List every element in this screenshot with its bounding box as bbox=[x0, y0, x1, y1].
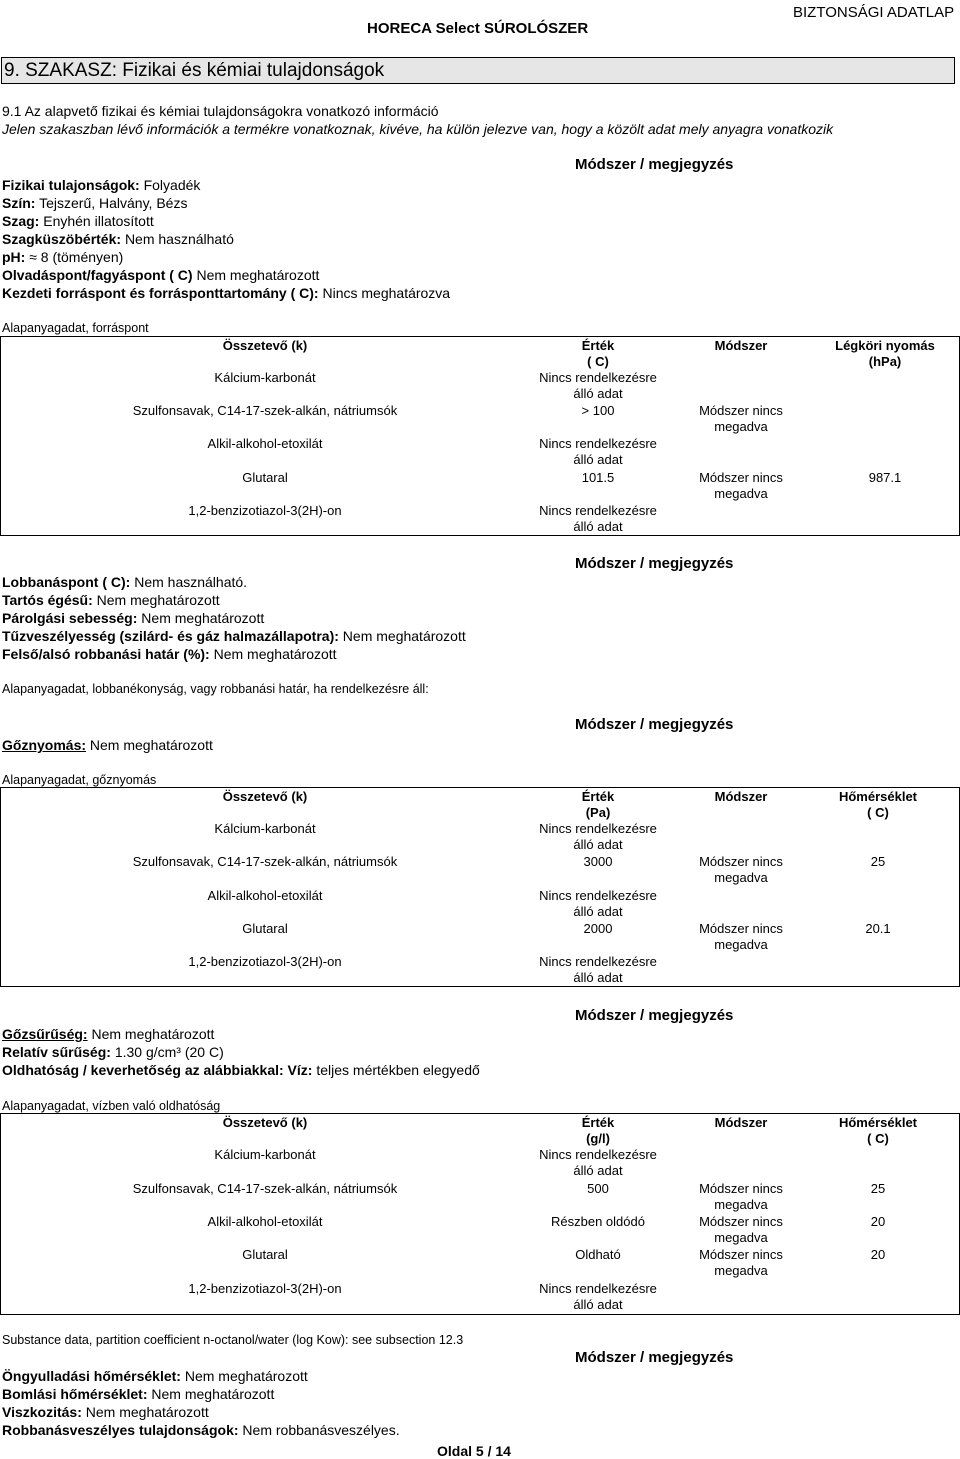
cell-method: Módszer nincs megadva bbox=[699, 403, 783, 434]
cell-value: 101.5 bbox=[581, 470, 615, 485]
prop-value: Nem robbanásveszélyes. bbox=[242, 1422, 400, 1438]
table-border bbox=[0, 986, 960, 987]
cell-value: Nincs rendelkezésre álló adat bbox=[539, 370, 657, 401]
section-title: 9. SZAKASZ: Fizikai és kémiai tulajdonságok bbox=[4, 60, 385, 81]
prop-vapour-pressure bbox=[2, 737, 213, 753]
subsection-title: 9.1 Az alapvető fizikai és kémiai tulajdonságokra vonatkozó információ bbox=[2, 103, 439, 119]
method-header-3: Módszer / megjegyzés bbox=[575, 716, 734, 733]
prop-value: Nem meghatározott bbox=[141, 610, 265, 626]
prop-label: Szagküszöbérték: bbox=[2, 231, 122, 247]
prop-label: Oldhatóság / keverhetőség az alábbiakkal: Víz: bbox=[2, 1062, 313, 1078]
flash-caption: Alapanyagadat, lobbanékonyság, vagy robbanási határ, ha rendelkezésre áll: bbox=[2, 682, 429, 696]
prop-label: Gőznyomás: bbox=[2, 737, 87, 753]
cell-component: Alkil-alkohol-etoxilát bbox=[207, 1214, 323, 1229]
prop-label: Fizikai tulajonságok: bbox=[2, 177, 140, 193]
header-component: Összetevő (k) bbox=[222, 338, 308, 353]
prop-label: Robbanásveszélyes tulajdonságok: bbox=[2, 1422, 239, 1438]
table-border bbox=[0, 1314, 960, 1315]
cell-component: 1,2-benzizotiazol-3(2H)-on bbox=[188, 1281, 342, 1296]
table-caption-vapour: Alapanyagadat, gőznyomás bbox=[2, 773, 157, 787]
header-component: Összetevő (k) bbox=[222, 789, 308, 804]
prop-value: ≈ 8 (töményen) bbox=[29, 249, 124, 265]
prop-label: Olvadáspont/fagyáspont ( C) bbox=[2, 267, 193, 283]
method-header-5: Módszer / megjegyzés bbox=[575, 1349, 734, 1366]
cell-value: Nincs rendelkezésre álló adat bbox=[539, 1147, 657, 1178]
cell-method: Módszer nincs megadva bbox=[699, 854, 783, 885]
page-number: Oldal 5 / 14 bbox=[437, 1443, 511, 1459]
prop-value: teljes mértékben elegyedő bbox=[316, 1062, 480, 1078]
table-boiling bbox=[0, 336, 960, 536]
prop-label: Gőzsűrűség: bbox=[2, 1026, 88, 1042]
prop-value: Nem használható. bbox=[134, 574, 248, 590]
prop-value: Enyhén illatosított bbox=[43, 213, 154, 229]
prop-evaporation-rate bbox=[2, 610, 264, 626]
prop-label: Viszkozitás: bbox=[2, 1404, 82, 1420]
prop-value: Nincs meghatározva bbox=[322, 285, 451, 301]
cell-value: 500 bbox=[587, 1181, 609, 1196]
prop-label: Felső/alsó robbanási határ (%): bbox=[2, 646, 210, 662]
table-vapour bbox=[0, 787, 960, 987]
product-name: HORECA Select SÚROLÓSZER bbox=[367, 20, 589, 37]
cell-value: Nincs rendelkezésre álló adat bbox=[539, 1281, 657, 1312]
cell-component: Glutaral bbox=[242, 921, 288, 936]
cell-value: Nincs rendelkezésre álló adat bbox=[539, 954, 657, 985]
header-value: Érték (g/l) bbox=[581, 1115, 615, 1146]
prop-value: 1.30 g/cm³ (20 C) bbox=[114, 1044, 224, 1060]
cell-value: Oldható bbox=[575, 1247, 621, 1262]
table-border bbox=[0, 336, 960, 337]
cell-component: Glutaral bbox=[242, 470, 288, 485]
prop-label: Relatív sűrűség: bbox=[2, 1044, 111, 1060]
header-method: Módszer bbox=[714, 789, 768, 804]
cell-value: Nincs rendelkezésre álló adat bbox=[539, 821, 657, 852]
prop-colour bbox=[2, 195, 187, 211]
prop-odour-threshold bbox=[2, 231, 234, 247]
cell-method: Módszer nincs megadva bbox=[699, 470, 783, 501]
cell-pressure: 987.1 bbox=[868, 470, 902, 485]
header-component: Összetevő (k) bbox=[222, 1115, 308, 1130]
partition-note: Substance data, partition coefficient n-octanol/water (log Kow): see subsection 12.3 bbox=[2, 1333, 464, 1347]
cell-temperature: 25 bbox=[870, 854, 886, 869]
cell-temperature: 20 bbox=[870, 1214, 886, 1229]
cell-temperature: 20 bbox=[870, 1247, 886, 1262]
prop-odour bbox=[2, 213, 154, 229]
cell-value: Nincs rendelkezésre álló adat bbox=[539, 888, 657, 919]
cell-value: Nincs rendelkezésre álló adat bbox=[539, 436, 657, 467]
cell-component: Szulfonsavak, C14-17-szek-alkán, nátriumsók bbox=[132, 1181, 398, 1196]
prop-value: Nem meghatározott bbox=[184, 1368, 308, 1384]
cell-component: Szulfonsavak, C14-17-szek-alkán, nátriumsók bbox=[132, 403, 398, 418]
header-value: Érték (Pa) bbox=[581, 789, 615, 820]
cell-value: 3000 bbox=[583, 854, 613, 869]
cell-temperature: 25 bbox=[870, 1181, 886, 1196]
cell-method: Módszer nincs megadva bbox=[699, 921, 783, 952]
prop-label: Szín: bbox=[2, 195, 36, 211]
prop-vapour-density bbox=[2, 1026, 214, 1042]
prop-value: Nem meghatározott bbox=[342, 628, 466, 644]
cell-method: Módszer nincs megadva bbox=[699, 1247, 783, 1278]
prop-decomposition bbox=[2, 1386, 274, 1402]
cell-method: Módszer nincs megadva bbox=[699, 1214, 783, 1245]
prop-label: Kezdeti forráspont és forrásponttartomány ( C): bbox=[2, 285, 319, 301]
prop-viscosity bbox=[2, 1404, 209, 1420]
header-temperature: Hőmérséklet ( C) bbox=[838, 1115, 918, 1146]
prop-explosion-limits bbox=[2, 646, 337, 662]
cell-temperature: 20.1 bbox=[865, 921, 891, 936]
prop-value: Nem meghatározott bbox=[91, 1026, 215, 1042]
cell-component: 1,2-benzizotiazol-3(2H)-on bbox=[188, 954, 342, 969]
cell-value: > 100 bbox=[581, 403, 615, 418]
method-header-2: Módszer / megjegyzés bbox=[575, 555, 734, 572]
prop-value: Folyadék bbox=[143, 177, 201, 193]
prop-label: Tűzveszélyesség (szilárd- és gáz halmazállapotra): bbox=[2, 628, 339, 644]
prop-explosive bbox=[2, 1422, 400, 1438]
header-temperature: Hőmérséklet ( C) bbox=[838, 789, 918, 820]
table-border bbox=[0, 787, 960, 788]
cell-component: Szulfonsavak, C14-17-szek-alkán, nátriumsók bbox=[132, 854, 398, 869]
prop-label: Párolgási sebesség: bbox=[2, 610, 138, 626]
table-border bbox=[0, 535, 960, 536]
header-pressure: Légköri nyomás (hPa) bbox=[835, 338, 935, 369]
cell-component: Alkil-alkohol-etoxilát bbox=[207, 436, 323, 451]
prop-flash-point bbox=[2, 574, 247, 590]
table-caption-boiling: Alapanyagadat, forráspont bbox=[2, 321, 149, 335]
table-border bbox=[0, 1113, 960, 1114]
prop-value: Nem meghatározott bbox=[196, 267, 320, 283]
prop-boiling-point bbox=[2, 285, 450, 301]
cell-value: Nincs rendelkezésre álló adat bbox=[539, 503, 657, 534]
prop-flammability bbox=[2, 628, 466, 644]
prop-value: Nem használható bbox=[124, 231, 234, 247]
table-solubility bbox=[0, 1113, 960, 1315]
prop-value: Nem meghatározott bbox=[213, 646, 337, 662]
cell-component: Kálcium-karbonát bbox=[214, 370, 316, 385]
prop-solubility bbox=[2, 1062, 480, 1078]
prop-ph bbox=[2, 249, 123, 265]
prop-relative-density bbox=[2, 1044, 224, 1060]
method-header-1: Módszer / megjegyzés bbox=[575, 156, 734, 173]
prop-value: Nem meghatározott bbox=[96, 592, 220, 608]
header-method: Módszer bbox=[714, 1115, 768, 1130]
prop-label: pH: bbox=[2, 249, 26, 265]
prop-sustained-combustion bbox=[2, 592, 220, 608]
cell-component: 1,2-benzizotiazol-3(2H)-on bbox=[188, 503, 342, 518]
prop-label: Szag: bbox=[2, 213, 40, 229]
prop-value: Nem meghatározott bbox=[151, 1386, 275, 1402]
prop-value: Nem meghatározott bbox=[89, 737, 213, 753]
method-header-4: Módszer / megjegyzés bbox=[575, 1007, 734, 1024]
prop-autoignition bbox=[2, 1368, 308, 1384]
cell-component: Kálcium-karbonát bbox=[214, 1147, 316, 1162]
cell-method: Módszer nincs megadva bbox=[699, 1181, 783, 1212]
prop-label: Lobbanáspont ( C): bbox=[2, 574, 131, 590]
section-title-bar bbox=[1, 57, 955, 84]
table-caption-solubility: Alapanyagadat, vízben való oldhatóság bbox=[2, 1099, 221, 1113]
cell-component: Alkil-alkohol-etoxilát bbox=[207, 888, 323, 903]
section-note: Jelen szakaszban lévő információk a termékre vonatkoznak, kivéve, ha külön jelezve van, hogy a közölt adat mely anyagra vonatkozik bbox=[2, 121, 834, 137]
header-value: Érték ( C) bbox=[581, 338, 615, 369]
prop-physical-state bbox=[2, 177, 200, 193]
cell-component: Kálcium-karbonát bbox=[214, 821, 316, 836]
document-type: BIZTONSÁGI ADATLAP bbox=[793, 4, 955, 21]
cell-component: Glutaral bbox=[242, 1247, 288, 1262]
cell-value: 2000 bbox=[583, 921, 613, 936]
prop-value: Tejszerű, Halvány, Bézs bbox=[39, 195, 188, 211]
prop-label: Öngyulladási hőmérséklet: bbox=[2, 1368, 181, 1384]
prop-label: Tartós égésű: bbox=[2, 592, 93, 608]
cell-value: Részben oldódó bbox=[551, 1214, 645, 1229]
prop-value: Nem meghatározott bbox=[85, 1404, 209, 1420]
prop-label: Bomlási hőmérséklet: bbox=[2, 1386, 148, 1402]
prop-melting-point bbox=[2, 267, 319, 283]
header-method: Módszer bbox=[714, 338, 768, 353]
